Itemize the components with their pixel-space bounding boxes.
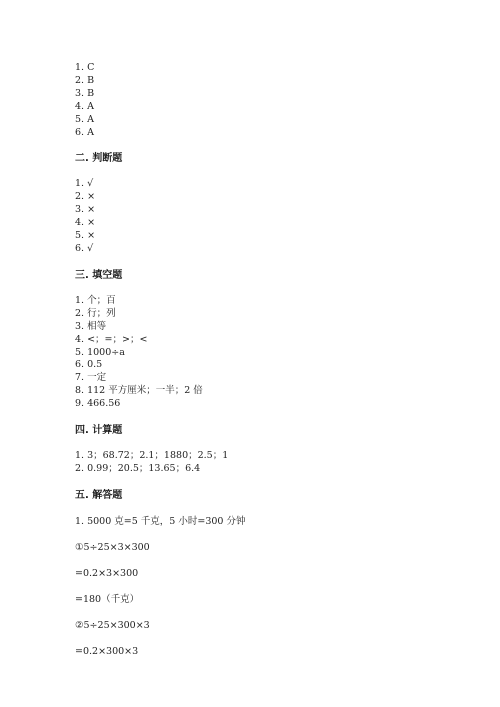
answer-line: 1. 个；百: [75, 294, 116, 306]
answer-line: 5. ×: [75, 230, 96, 242]
answer-line: 6. 0.5: [75, 359, 103, 371]
section4-answers: [75, 450, 475, 476]
answer-line: 2. 0.99；20.5；13.65；6.4: [75, 462, 201, 474]
section5-solution: [75, 515, 475, 658]
solution-line: =0.2×300×3: [75, 645, 139, 657]
answer-line: 2. 行；列: [75, 307, 116, 319]
answer-line: 3. 相等: [75, 320, 107, 332]
section2-answers: [75, 178, 475, 255]
answer-line: 9. 466.56: [75, 398, 121, 410]
answer-line: 4. <；=；>；<: [75, 333, 148, 345]
answer-line: 6. √: [75, 242, 94, 254]
solution-line: ①5÷25×3×300: [75, 541, 150, 553]
answer-line: 2. ×: [75, 191, 96, 203]
answer-line: 1. 3；68.72；2.1；1880；2.5；1: [75, 450, 229, 462]
solution-line: =0.2×3×300: [75, 567, 139, 579]
answer-line: 5. A: [75, 113, 94, 125]
solution-line: =180（千克）: [75, 593, 140, 605]
section3-answers: [75, 295, 475, 411]
section1-answers: [75, 62, 475, 139]
answer-line: 4. A: [75, 100, 94, 112]
section5-heading: 五. 解答题: [75, 489, 123, 501]
solution-line: 1. 5000 克=5 千克，5 小时=300 分钟: [75, 515, 246, 527]
answer-line: 5. 1000÷a: [75, 346, 125, 358]
answer-line: 4. ×: [75, 217, 96, 229]
section3-heading: 三. 填空题: [75, 269, 123, 281]
section4-heading: 四. 计算题: [75, 425, 123, 437]
answer-line: 7. 一定: [75, 372, 107, 384]
answer-line: 6. A: [75, 126, 94, 138]
answer-line: 2. B: [75, 74, 95, 86]
answer-line: 1. C: [75, 62, 95, 73]
solution-line: ②5÷25×300×3: [75, 619, 150, 631]
answer-sheet: [75, 60, 475, 671]
answer-line: 1. √: [75, 178, 94, 190]
answer-line: 8. 112 平方厘米；一半；2 倍: [75, 385, 203, 397]
answer-line: 3. B: [75, 87, 95, 99]
section2-heading: 二. 判断题: [75, 153, 123, 165]
answer-line: 3. ×: [75, 204, 96, 216]
